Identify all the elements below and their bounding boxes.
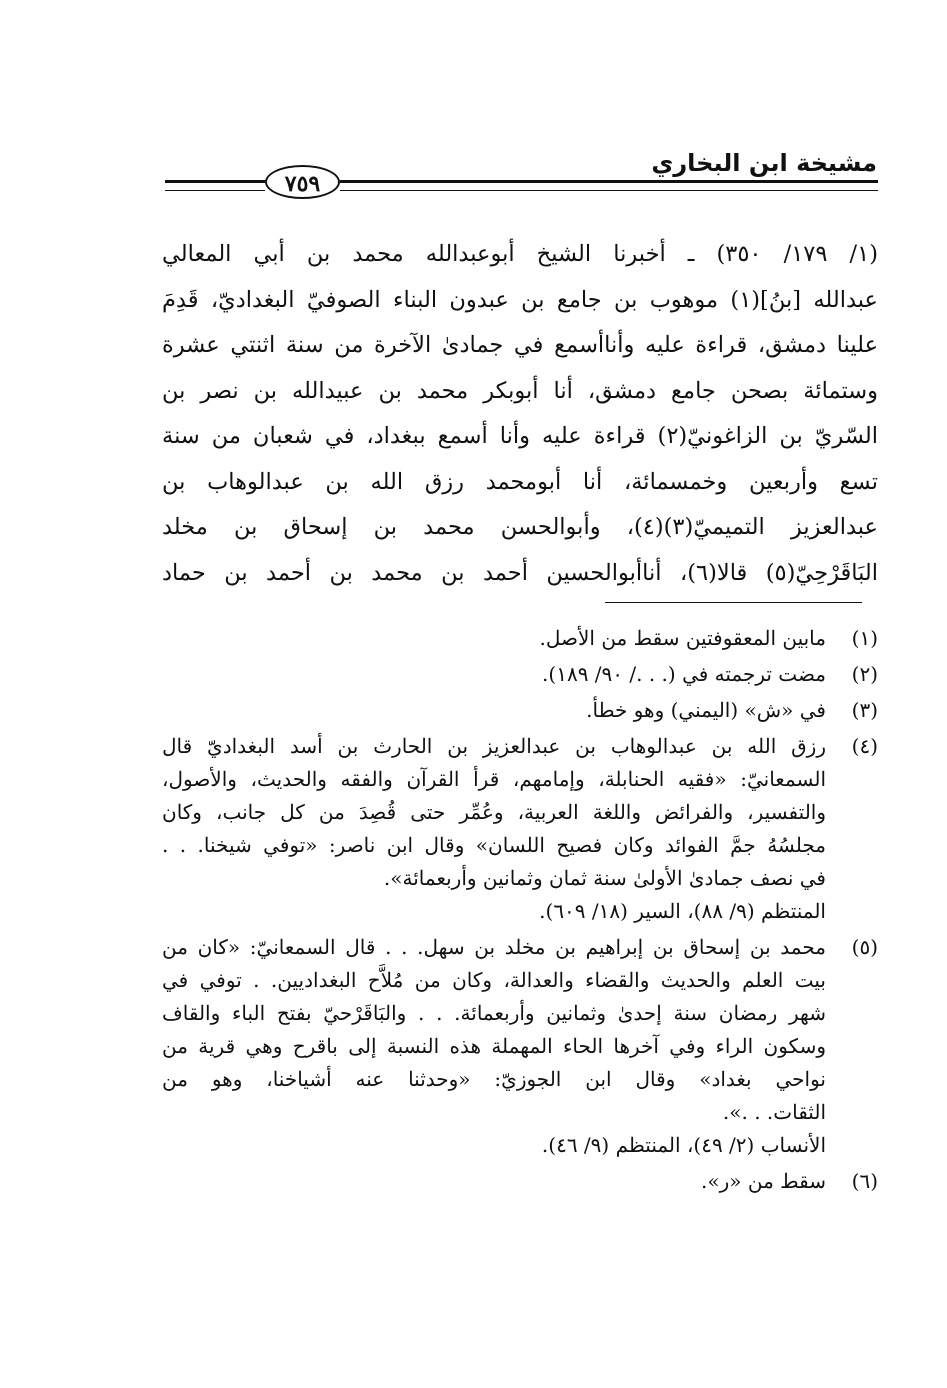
footnote-5 — [162, 931, 878, 1162]
footnote-line: مجلسُهُ جمَّ الفوائد وكان فصيح اللسان» وقال ابن ناصر: «توفي شيخنا. . . — [162, 833, 826, 857]
footnote-line: شهر رمضان سنة إحدىٰ وثمانين وأربعمائة. . . والبَاقَرْحيّ بفتح الباء والقاف — [162, 1001, 826, 1025]
footnote-line: رزق الله بن عبدالوهاب بن عبدالعزيز بن الحارث بن أسد البغداديّ قال — [162, 734, 826, 758]
main-text-line: علينا دمشق، قراءة عليه وأناأسمع في جمادىٰ الآخرة من سنة اثنتي عشرة — [162, 332, 878, 358]
main-text-line: عبدالعزيز التميميّ(٣)(٤)، وأبوالحسن محمد بن إسحاق بن مخلد — [162, 514, 878, 540]
main-text-line: تسع وأربعين وخمسمائة، أنا أبومحمد رزق الله بن عبدالوهاب بن — [162, 468, 878, 495]
footnote-line: نواحي بغداد» وقال ابن الجوزيّ: «وحدثنا عنه أشياخنا، وهو من — [162, 1067, 826, 1091]
footnote-body — [162, 1165, 826, 1198]
footnote-number: (٣) — [851, 698, 878, 722]
footnote-line: سقط من «ر». — [701, 1169, 826, 1193]
footnote-line: الثقات. . .». — [722, 1100, 826, 1124]
main-text-line: عبدالله [بنُ](١) موهوب بن جامع بن عبدون البناء الصوفيّ البغداديّ، قَدِمَ — [162, 286, 878, 313]
footnote-separator — [605, 602, 862, 603]
footnote-number: (٥) — [851, 935, 878, 959]
header-rule-right — [340, 180, 878, 191]
running-title: مشيخة ابن البخاري — [651, 149, 877, 177]
footnote-line: بيت العلم والحديث والقضاء والعدالة، وكان من مُلاَّح البغداديين. . توفي في — [162, 968, 826, 992]
footnote-line: وسكون الراء وفي آخرها الحاء المهملة هذه النسبة إلى باقرح وهي قرية من — [162, 1034, 826, 1058]
footnote-line: السمعانيّ: «فقيه الحنابلة، وإمامهم، قرأ القرآن والفقه والحديث، والأصول، — [162, 767, 826, 791]
footnote-line: في «ش» (اليمني) وهو خطأ. — [586, 698, 826, 722]
footnote-line: محمد بن إسحاق بن إبراهيم بن مخلد بن سهل. . . قال السمعانيّ: «كان من — [162, 935, 826, 959]
footnote-line: مابين المعقوفتين سقط من الأصل. — [539, 626, 826, 650]
main-text-line: (١/ ١٧٩/ ٣٥٠) ـ أخبرنا الشيخ أبوعبدالله محمد بن أبي المعالي — [162, 241, 879, 267]
main-text-line: السّريّ بن الزاغونيّ(٢) قراءة عليه وأنا أسمع ببغداد، في شعبان من سنة — [162, 423, 878, 449]
page-number: ٧٥٩ — [265, 165, 340, 199]
footnote-line: مضت ترجمته في (. . ./ ٩٠/ ١٨٩). — [542, 662, 826, 686]
main-text-line: البَاقَرْحِيّ(٥) قالا(٦)، أناأبوالحسين أحمد بن محمد بن أحمد بن حماد — [162, 559, 879, 586]
main-text-line: وستمائة بصحن جامع دمشق، أنا أبوبكر محمد بن عبيدالله بن نصر بن — [162, 377, 878, 404]
footnote-body — [162, 658, 826, 691]
footnote-2 — [162, 658, 878, 691]
footnote-line: المنتظم (٩/ ٨٨)، السير (١٨/ ٦٠٩). — [539, 899, 826, 923]
footnote-number: (١) — [851, 626, 878, 650]
footnote-line: في نصف جمادىٰ الأولىٰ سنة ثمان وثمانين وأربعمائة». — [383, 866, 826, 890]
footnote-number: (٦) — [851, 1169, 878, 1193]
footnotes — [162, 622, 878, 1201]
footnote-6 — [162, 1165, 878, 1198]
footnote-number: (٤) — [851, 734, 878, 758]
footnote-body — [162, 931, 826, 1162]
footnote-body — [162, 694, 826, 727]
footnote-1 — [162, 622, 878, 655]
footnote-body — [162, 622, 826, 655]
footnote-number: (٢) — [851, 662, 878, 686]
footnote-line: والتفسير، والفرائض واللغة العربية، وعُمِّر حتى قُصِدَ من كل جانب، وكان — [162, 800, 826, 824]
footnote-3 — [162, 694, 878, 727]
footnote-4 — [162, 730, 878, 928]
main-text — [162, 232, 878, 596]
footnote-body — [162, 730, 826, 928]
header-rule-left — [165, 180, 265, 191]
footnote-line: الأنساب (٢/ ٤٩)، المنتظم (٩/ ٤٦). — [541, 1133, 826, 1157]
